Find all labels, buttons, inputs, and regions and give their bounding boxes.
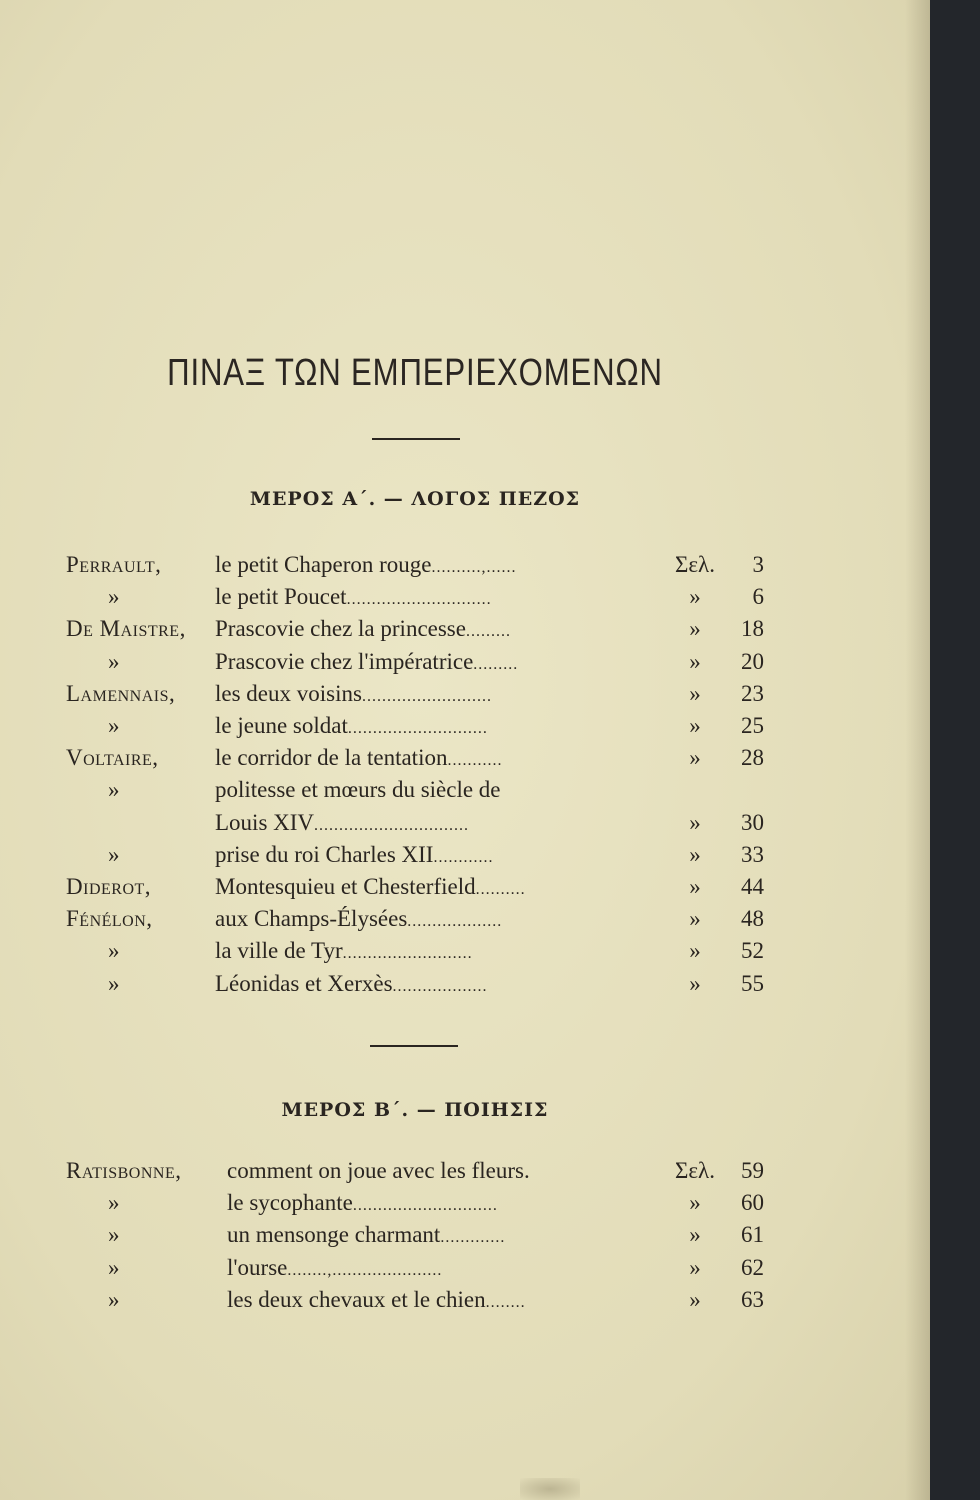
toc-entry (0, 613, 930, 645)
page-label: » (689, 906, 701, 932)
author-ditto-mark: » (108, 1286, 120, 1312)
work-title (227, 1252, 647, 1287)
leader-dots: ................... (392, 977, 488, 995)
toc-entry (0, 903, 930, 935)
leader-dots: ............................... (314, 816, 470, 834)
paper-stain (520, 1478, 580, 1500)
toc-entry (0, 968, 930, 1000)
toc-entry (0, 871, 930, 903)
section-heading-part-a: ΜΕΡΟΣ Α΄. — ΛΟΓΟΣ ΠΕΖΟΣ (249, 488, 581, 510)
toc-entry (0, 935, 930, 967)
page-label: Σελ. (675, 1158, 715, 1183)
page-title: ΠΙΝΑΞ ΤΩΝ ΕΜΠΕΡΙΕΧΟΜΕΝΩΝ (167, 352, 663, 394)
page-number: 44 (741, 874, 764, 899)
work-title (227, 1284, 647, 1319)
work-title (215, 807, 645, 842)
work-title-text: le sycophante (227, 1190, 353, 1216)
author-name: Voltaire, (66, 745, 159, 771)
page-label: » (689, 1286, 701, 1312)
page-number: 63 (741, 1286, 764, 1312)
toc-entry (0, 1187, 930, 1219)
leader-dots: ......... (473, 655, 519, 673)
toc-entry (0, 1219, 930, 1251)
leader-dots: .......................... (342, 945, 473, 963)
author-ditto-mark: » (108, 938, 120, 964)
work-title-text: l'ourse (227, 1254, 288, 1280)
author-name: Ratisbonne, (66, 1158, 182, 1183)
page-number: 3 (752, 552, 764, 577)
leader-dots: ............. (440, 1229, 506, 1247)
toc-entry (0, 710, 930, 742)
author-name: Lamennais, (66, 680, 176, 706)
toc-entry (0, 646, 930, 678)
page-number: 48 (741, 906, 764, 932)
work-title (227, 1219, 647, 1254)
page-number: 61 (741, 1222, 764, 1248)
work-title-text: aux Champs-Élysées (215, 906, 408, 932)
page-label: Σελ. (675, 552, 715, 577)
work-title (215, 774, 645, 809)
toc-entry (0, 1284, 930, 1316)
page-label: » (689, 970, 701, 996)
author-ditto-mark: » (108, 777, 120, 803)
leader-dots: .......... (475, 881, 526, 898)
work-title (215, 613, 645, 648)
page-label: » (689, 938, 701, 964)
page-label: » (689, 616, 701, 642)
work-title (227, 1187, 647, 1222)
work-title-text: prise du roi Charles XII (215, 841, 434, 867)
toc-entry (0, 1252, 930, 1284)
page-label: » (689, 1222, 701, 1248)
work-title (215, 646, 645, 681)
toc-entry (0, 581, 930, 613)
author-ditto-mark: » (108, 841, 120, 867)
toc-entry (0, 1155, 930, 1187)
leader-dots: ............................. (352, 1197, 498, 1215)
page-number: 30 (741, 809, 764, 835)
author-ditto-mark: » (108, 1222, 120, 1248)
work-title-text: Léonidas et Xerxès (215, 970, 393, 996)
section-divider (370, 1045, 458, 1047)
author-ditto-mark: » (108, 1254, 120, 1280)
author-ditto-mark: » (108, 648, 120, 674)
work-title-text: le jeune soldat (215, 713, 348, 738)
leader-dots: ............................. (346, 591, 492, 609)
leader-dots: ..........,...... (431, 559, 517, 576)
leader-dots: ......... (465, 623, 511, 641)
page-number: 33 (741, 841, 764, 867)
work-title-text: comment on joue avec les fleurs. (227, 1158, 530, 1183)
work-title-text: Prascovie chez la princesse (215, 616, 466, 642)
work-title-text: le corridor de la tentation (215, 745, 448, 771)
work-title-text: politesse et mœurs du siècle de (215, 777, 501, 803)
page-label: » (689, 584, 701, 610)
page-number: 18 (741, 616, 764, 642)
page-number: 60 (741, 1190, 764, 1216)
toc-entry (0, 549, 930, 581)
work-title-text: le petit Chaperon rouge (215, 552, 432, 577)
toc-entry (0, 839, 930, 871)
page-number: 6 (752, 584, 764, 610)
page-number: 25 (741, 713, 764, 738)
page-number: 59 (741, 1158, 764, 1183)
work-title (215, 839, 645, 874)
work-title-text: Montesquieu et Chesterfield (215, 874, 476, 899)
work-title (227, 1155, 647, 1190)
leader-dots: ............................ (347, 720, 488, 737)
work-title-text: Louis XIV (215, 809, 315, 835)
author-name: Fénélon, (66, 906, 153, 932)
leader-dots: ........,...................... (287, 1261, 443, 1279)
author-name: Perrault, (66, 552, 162, 577)
page-label: » (689, 809, 701, 835)
work-title (215, 678, 645, 713)
work-title-text: les deux voisins (215, 680, 362, 706)
page-number: 62 (741, 1254, 764, 1280)
page-number: 20 (741, 648, 764, 674)
toc-entry (0, 742, 930, 774)
leader-dots: ........... (447, 752, 503, 770)
toc-entry (0, 807, 930, 839)
page-label: » (689, 648, 701, 674)
work-title (215, 742, 645, 777)
page-label: » (689, 745, 701, 771)
author-ditto-mark: » (108, 713, 120, 738)
page-label: » (689, 1254, 701, 1280)
page-number: 52 (741, 938, 764, 964)
work-title-text: Prascovie chez l'impératrice (215, 648, 474, 674)
author-name: De Maistre, (66, 616, 186, 642)
author-ditto-mark: » (108, 584, 120, 610)
toc-entry (0, 774, 930, 806)
work-title-text: le petit Poucet (215, 584, 347, 610)
author-ditto-mark: » (108, 1190, 120, 1216)
work-title-text: un mensonge charmant (227, 1222, 441, 1248)
work-title (215, 581, 645, 616)
leader-dots: ........ (485, 1293, 526, 1311)
work-title (215, 968, 645, 1003)
leader-dots: ............ (433, 848, 494, 866)
toc-entry (0, 678, 930, 710)
leader-dots: ................... (407, 913, 503, 931)
work-title (215, 549, 645, 584)
leader-dots: .......................... (361, 687, 492, 705)
page-label: » (689, 841, 701, 867)
page-number: 28 (741, 745, 764, 771)
author-ditto-mark: » (108, 970, 120, 996)
work-title-text: la ville de Tyr (215, 938, 343, 964)
work-title-text: les deux chevaux et le chien (227, 1286, 486, 1312)
author-name: Diderot, (66, 874, 152, 899)
work-title (215, 903, 645, 938)
page-label: » (689, 874, 701, 899)
page-label: » (689, 713, 701, 738)
page-number: 55 (741, 970, 764, 996)
work-title (215, 871, 645, 906)
page-label: » (689, 1190, 701, 1216)
work-title (215, 710, 645, 745)
page-number: 23 (741, 680, 764, 706)
section-heading-part-b: ΜΕΡΟΣ Β΄. — ΠΟΙΗΣΙΣ (281, 1099, 549, 1121)
page-label: » (689, 680, 701, 706)
work-title (215, 935, 645, 970)
title-divider (372, 438, 460, 440)
